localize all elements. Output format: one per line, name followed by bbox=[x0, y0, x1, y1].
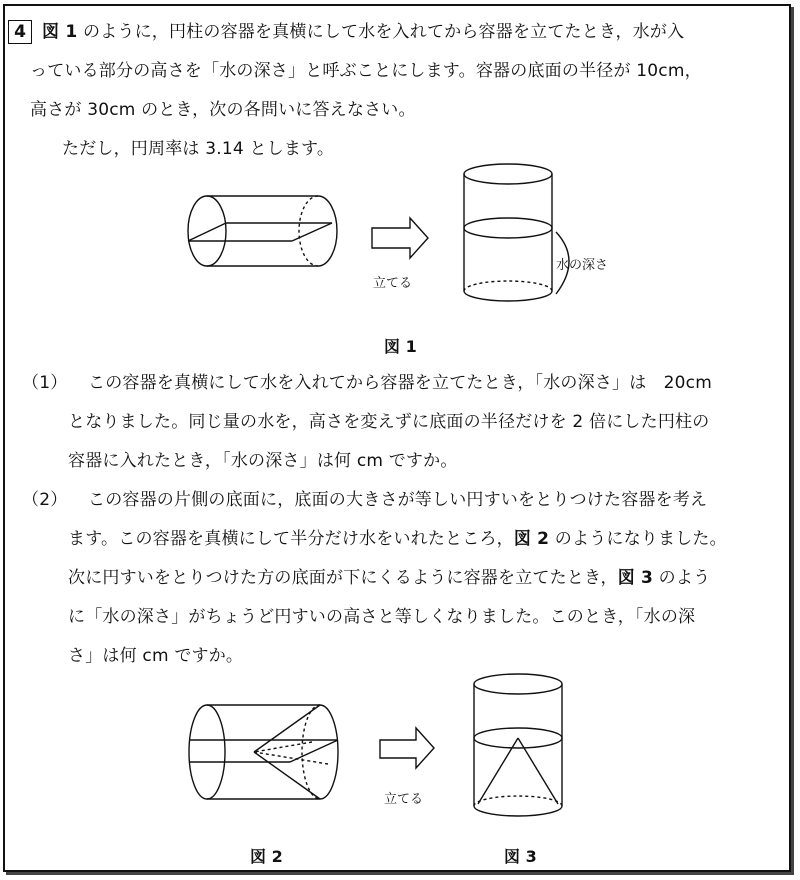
figure3-ref: 図 3 bbox=[617, 568, 654, 588]
figure3-caption: 図 3 bbox=[504, 847, 537, 866]
figure1-caption: 図 1 bbox=[384, 337, 417, 356]
q2-line-4: に「水の深さ」がちょうど円すいの高さと等しくなりました。このとき，「水の深 bbox=[68, 607, 696, 627]
q1-label: （1） bbox=[22, 373, 68, 393]
q2-line-1: この容器の片側の底面に，底面の大きさが等しい円すいをとりつけた容器を考え bbox=[88, 490, 708, 510]
arrow-icon-2 bbox=[380, 728, 434, 768]
figure2-arrow-label: 立てる bbox=[384, 792, 424, 807]
arrow-icon bbox=[372, 218, 428, 258]
vertical-cylinder bbox=[464, 164, 569, 301]
q2-line-3a: 次に円すいをとりつけた方の底面が下にくるように容器を立てたとき， bbox=[68, 568, 618, 588]
figure1-depth-label: 水の深さ bbox=[556, 258, 609, 273]
intro-line-1 bbox=[42, 20, 684, 44]
intro-line-3: 高さが 30cm のとき，次の各問いに答えなさい。 bbox=[30, 100, 416, 120]
q2-line-3b: のよう bbox=[653, 568, 711, 588]
figure2-ref: 図 2 bbox=[513, 529, 550, 549]
figure1-diagram bbox=[180, 160, 620, 325]
q2-line-2b: のようになりました。 bbox=[549, 529, 727, 549]
q2-line-5: さ」は何 cm ですか。 bbox=[68, 646, 244, 666]
q2-label: （2） bbox=[22, 490, 68, 510]
q1-line-3: 容器に入れたとき，「水の深さ」は何 cm ですか。 bbox=[68, 451, 458, 471]
horizontal-cylinder bbox=[188, 196, 337, 266]
horizontal-cylinder-with-cone bbox=[189, 705, 338, 799]
vertical-cylinder-with-cone bbox=[474, 674, 562, 816]
intro-line-2: っている部分の高さを「水の深さ」と呼ぶことにします。容器の底面の半径が 10cm， bbox=[30, 61, 702, 81]
q1-line-2: となりました。同じ量の水を，高さを変えずに底面の半径だけを 2 倍にした円柱の bbox=[68, 412, 710, 432]
problem-number: 4 bbox=[8, 20, 32, 44]
q1-line-1: この容器を真横にして水を入れてから容器を立てたとき，「水の深さ」は 20cm bbox=[88, 373, 712, 393]
q2-line-3 bbox=[68, 566, 710, 590]
intro-line-1-text: のように，円柱の容器を真横にして水を入れてから容器を立てたとき，水が入 bbox=[77, 22, 685, 42]
figure1-ref: 図 1 bbox=[42, 22, 78, 42]
figure2-caption: 図 2 bbox=[250, 847, 283, 866]
q2-line-2 bbox=[68, 527, 727, 551]
figure1-arrow-label: 立てる bbox=[373, 276, 413, 291]
q2-line-2a: ます。この容器を真横にして半分だけ水をいれたところ， bbox=[68, 529, 514, 549]
intro-line-4: ただし，円周率は 3.14 とします。 bbox=[62, 139, 335, 159]
